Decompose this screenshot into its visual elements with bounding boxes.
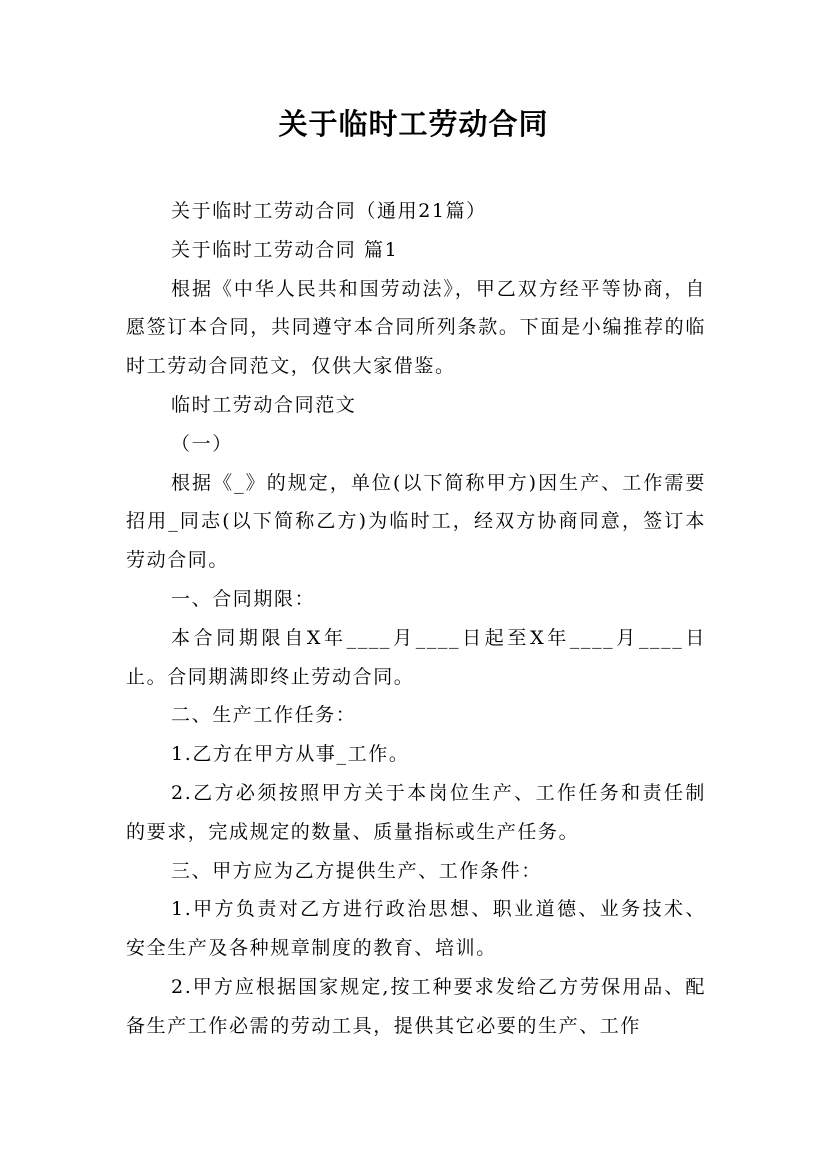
paragraph-preamble: 根据《_》的规定，单位(以下简称甲方)因生产、工作需要招用_同志(以下简称乙方)为临时工，经双方协商同意，签订本劳动合同。 <box>126 471 706 572</box>
clause-tasks-item-1: 1.乙方在甲方从事_工作。 <box>171 743 410 766</box>
paragraph-subtitle: 关于临时工劳动合同（通用21篇） <box>171 200 487 222</box>
clause-heading-term: 一、合同期限： <box>171 587 316 610</box>
clause-conditions-item-1: 1.甲方负责对乙方进行政治思想、职业道德、业务技术、安全生产及各种规章制度的教育、培训。 <box>126 898 706 960</box>
paragraph-chapter-heading: 关于临时工劳动合同 篇1 <box>171 238 399 261</box>
paragraph-sample-heading: 临时工劳动合同范文 <box>171 393 357 416</box>
paragraph-section-one: （一） <box>171 432 233 455</box>
clause-heading-tasks: 二、生产工作任务： <box>171 704 357 727</box>
clause-term-text: 本合同期限自X年____月____日起至X年____月____日止。合同期满即终止劳动合同。 <box>126 626 706 688</box>
document-body <box>126 192 706 1046</box>
clause-conditions-item-2: 2.甲方应根据国家规定,按工种要求发给乙方劳保用品、配备生产工作必需的劳动工具，提供其它必要的生产、工作 <box>126 975 706 1037</box>
document-title: 关于临时工劳动合同 <box>278 107 549 141</box>
clause-heading-conditions: 三、甲方应为乙方提供生产、工作条件： <box>171 859 542 882</box>
clause-tasks-item-2: 2.乙方必须按照甲方关于本岗位生产、工作任务和责任制的要求，完成规定的数量、质量指标或生产任务。 <box>126 781 706 843</box>
paragraph-intro: 根据《中华人民共和国劳动法》，甲乙双方经平等协商，自愿签订本合同，共同遵守本合同所列条款。下面是小编推荐的临时工劳动合同范文，仅供大家借鉴。 <box>126 277 706 378</box>
